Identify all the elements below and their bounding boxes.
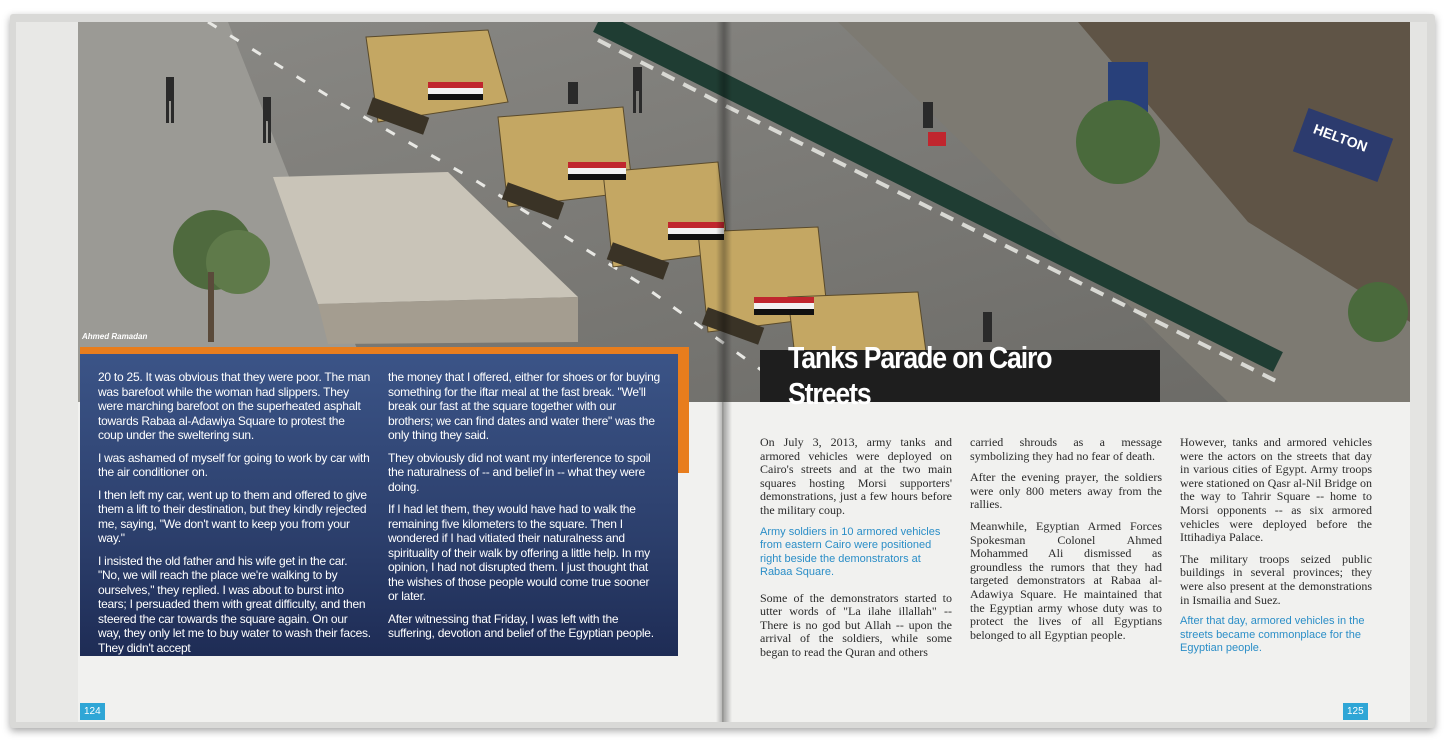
article-column-3 <box>1180 436 1372 668</box>
article-title: Tanks Parade on Cairo Streets <box>788 340 1052 411</box>
story-column-2 <box>388 370 662 649</box>
street-photo <box>78 22 1410 402</box>
left-page-margin <box>16 22 78 722</box>
story-paragraph: I was ashamed of myself for going to work by car with the air conditioner on. <box>98 450 370 479</box>
article-paragraph: Some of the demonstrators started to utter words of "La ilahe illallah" -- There is no god but Allah -- upon the arrival of the soldiers, while some began to read the Quran and others <box>760 590 952 659</box>
street-photo-illustration <box>78 22 1410 402</box>
article-paragraph: On July 3, 2013, army tanks and armored vehicles were deployed on Cairo's streets and at the two main squares hosting Morsi supporters' demonstrations, just a few hours before the military coup. <box>760 435 952 517</box>
story-paragraph: I insisted the old father and his wife get in the car. "No, we will reach the place we're walking to by ourselves," they replied. I was about to burst into tears; I persuaded them with great difficulty, and then steered the car towards the square again. On our way, they only let me to buy water to wash their faces. They didn't accept <box>98 553 371 655</box>
article-paragraph: Meanwhile, Egyptian Armed Forces Spokesman Colonel Ahmed Mohammed Ali dismissed as groundless the rumors that they had targeted demonstrators at Rabaa al-Adawiya Square. He maintained that the Egyptian army whose duty was to protect the lives of all Egyptians belonged to all Egyptian people. <box>970 518 1162 642</box>
story-column-1 <box>98 370 372 663</box>
story-paragraph: After witnessing that Friday, I was left with the suffering, devotion and belief of the Egyptian people. <box>388 611 654 640</box>
article-paragraph: The military troops seized public buildings in several provinces; they were also present at the demonstrations in Ismailia and Suez. <box>1180 551 1372 607</box>
right-page-margin <box>1410 22 1427 722</box>
article-column-2 <box>970 436 1162 650</box>
story-paragraph: 20 to 25. It was obvious that they were poor. The man was barefoot while the woman had slippers. They were marching barefoot on the superheated asphalt towards Rabaa al-Adawiya Square to protest the coup under the sweltering sun. <box>98 370 371 442</box>
pull-quote: After that day, armored vehicles in the streets became commonplace for the Egyptian people. <box>1180 615 1365 655</box>
article-paragraph: carried shrouds as a message symbolizing they had no fear of death. <box>970 435 1162 463</box>
article-title-banner <box>760 340 1160 411</box>
photo-credit: Ahmed Ramadan <box>82 332 148 341</box>
story-paragraph: I then left my car, went up to them and offered to give them a lift to their destination, but they kindly rejected me, saying, "We don't want to keep you from your way." <box>98 487 367 545</box>
shop-sign-text: HELTON <box>1311 120 1370 155</box>
story-paragraph: They obviously did not want my interference to spoil the naturalness of -- and belief in -- what they were doing. <box>388 450 651 494</box>
article-paragraph: After the evening prayer, the soldiers were only 800 meters away from the rallies. <box>970 470 1162 512</box>
story-paragraph: the money that I offered, either for shoes or for buying something for the iftar meal at the fast break. "We'll break our fast at the square together with our brothers; we can find dates and water there" was the only thing they said. <box>388 370 660 442</box>
story-text-box <box>80 354 678 656</box>
page-number-left: 124 <box>80 703 105 720</box>
article-column-1 <box>760 436 952 668</box>
story-paragraph: If I had let them, they would have had to walk the remaining five kilometers to the square. Then I wondered if I had vitiated their naturalness and spirituality of their walk by offering a little help. In my opinion, I had not disrupted them. I just thought that the wishes of those people would come true sooner or later. <box>388 502 650 603</box>
article-paragraph: However, tanks and armored vehicles were the actors on the streets that day in various cities of Egypt. Army troops were stationed on Qasr al-Nil Bridge on the way to Tahrir Square -- home to Morsi opponents -- as six armored vehicles were deployed before the Ittihadiya Palace. <box>1180 435 1372 545</box>
pull-quote: Army soldiers in 10 armored vehicles from eastern Cairo were positioned right beside the demonstrators at Rabaa Square. <box>760 525 941 579</box>
book-spine <box>716 22 732 722</box>
page-number-right: 125 <box>1343 703 1368 720</box>
